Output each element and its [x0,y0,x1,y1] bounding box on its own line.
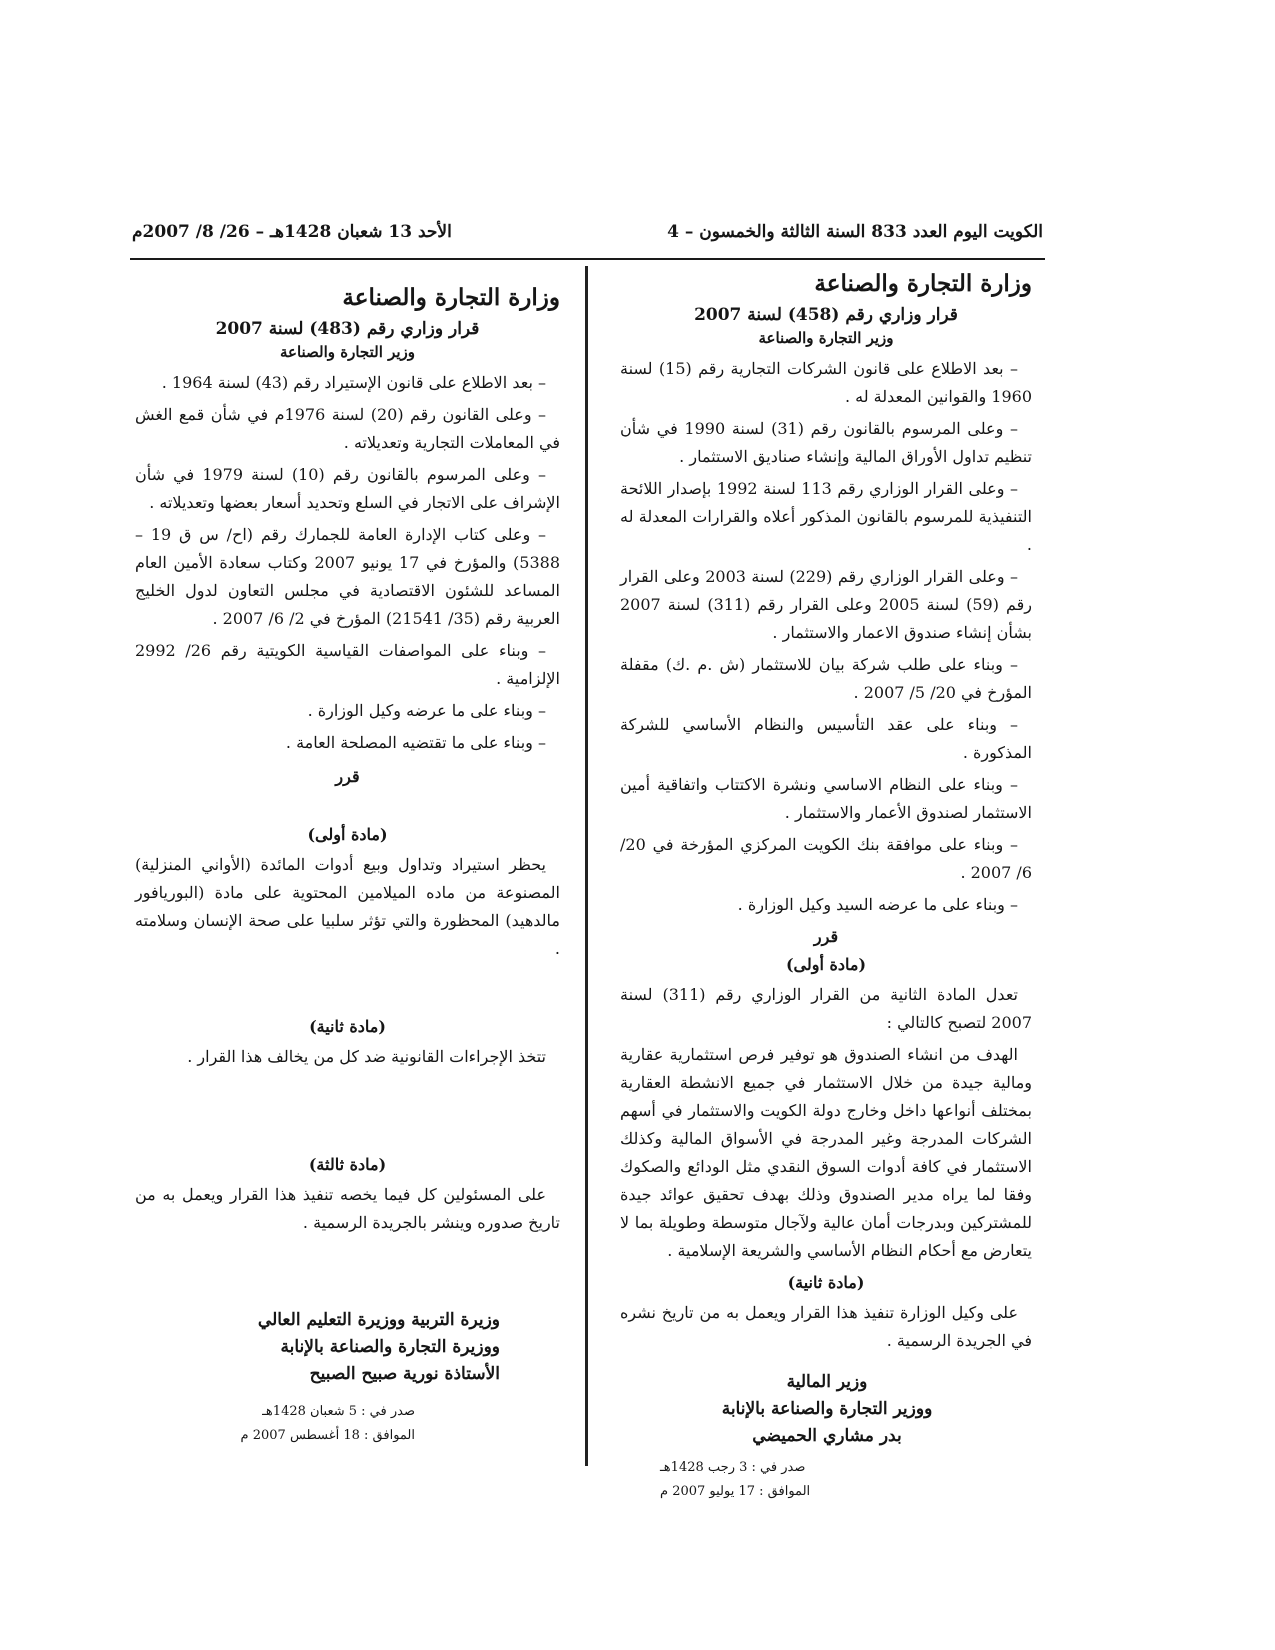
recital: – وعلى المرسوم بالقانون رقم (10) لسنة 1979 في شأن الإشراف على الاتجار في السلع وتحديد أسعار بعضها وتعديلاته . [135,465,560,512]
recital: – وبناء على المواصفات القياسية الكويتية رقم 26/ 2992 الإلزامية . [135,641,560,688]
signature-line: ووزير التجارة والصناعة بالإنابة [721,1399,933,1419]
issue-date-block [620,1456,860,1504]
recital: – وبناء على النظام الاساسي ونشرة الاكتتاب واتفاقية أمين الاستثمار لصندوق الأعمار والاستثمار . [620,775,1032,822]
recital: – وبناء على ما عرضه وكيل الوزارة . [307,701,546,720]
minister-title: وزير التجارة والصناعة [279,343,416,361]
decided-heading: قرر [813,927,839,946]
signature-line: وزيرة التربية ووزيرة التعليم العالي [257,1310,500,1330]
signature-name: الأستاذة نورية صبيح الصبيح [309,1364,500,1384]
signature-line: وزير المالية [786,1372,868,1392]
recital: – وبناء على ما عرضه السيد وكيل الوزارة . [737,895,1018,914]
issue-date-block [135,1400,415,1448]
minister-title: وزير التجارة والصناعة [758,329,894,347]
corresponding-date: الموافق : 17 يوليو 2007 م [660,1484,811,1499]
ministry-heading: وزارة التجارة والصناعة [814,270,1032,297]
header-rule [130,258,1045,260]
recital: – وعلى كتاب الإدارة العامة للجمارك رقم (اح/ س ق 19 – 5388) والمؤرخ في 17 يونيو 2007 وكتاب سعادة الأمين العام المساعد للشئون الاقتصادية في مجلس التعاون لدول الخليج العربية رقم (35/ 21541) المؤرخ في 2/ 6/ 2007 . [135,525,561,628]
decision-title: قرار وزاري رقم (483) لسنة 2007 [215,319,480,339]
signature-block [712,1369,942,1450]
recital: – وعلى القانون رقم (20) لسنة 1976م في شأن قمع الغش في المعاملات التجارية وتعديلاته . [135,405,560,452]
column-divider [585,266,588,1466]
recital: – وعلى القرار الوزاري رقم (229) لسنة 2003 وعلى القرار رقم (59) لسنة 2005 وعلى القرار رقم (311) لسنة 2007 بشأن إنشاء صندوق الاعمار والاستثمار . [620,567,1033,642]
corresponding-date: الموافق : 18 أغسطس 2007 م [240,1428,415,1443]
recital: – وبناء على عقد التأسيس والنظام الأساسي للشركة المذكورة . [620,715,1032,762]
header-issue-info: الكويت اليوم العدد 833 السنة الثالثة والخمسون – 4 [667,222,1043,242]
recital: – بعد الاطلاع على قانون الشركات التجارية رقم (15) لسنة 1960 والقوانين المعدلة له . [620,359,1032,406]
decision-483-column [135,282,560,1448]
decision-title: قرار وزاري رقم (458) لسنة 2007 [694,305,958,325]
signature-line: ووزيرة التجارة والصناعة بالإنابة [280,1337,500,1357]
article-2-body: تتخذ الإجراءات القانونية ضد كل من يخالف هذا القرار . [187,1047,546,1066]
decided-heading: قرر [335,767,360,786]
article-2-title: (مادة ثانية) [309,1017,386,1036]
article-1-title: (مادة أولى) [307,825,388,844]
signature-block [170,1307,500,1388]
issued-date: صدر في : 3 رجب 1428هـ [660,1460,806,1475]
article-3-title: (مادة ثالثة) [308,1155,387,1174]
recital: – وعلى المرسوم بالقانون رقم (31) لسنة 1990 في شأن تنظيم تداول الأوراق المالية وإنشاء صناديق الاستثمار . [620,419,1032,466]
article-1-body: يحظر استيراد وتداول وبيع أدوات المائدة (الأواني المنزلية) المصنوعة من ماده الميلامين المحتوية على مادة (البوريافور مالدهيد) المحظورة والتي تؤثر سلبيا على صحة الإنسان وسلامته . [135,855,560,958]
article-1-intro: تعدل المادة الثانية من القرار الوزاري رقم (311) لسنة 2007 لتصبح كالتالي : [620,985,1032,1032]
recital: – وبناء على ما تقتضيه المصلحة العامة . [285,733,546,752]
article-3-body: على المسئولين كل فيما يخصه تنفيذ هذا القرار ويعمل به من تاريخ صدوره وينشر بالجريدة الرسمية . [135,1185,560,1232]
article-2-body: على وكيل الوزارة تنفيذ هذا القرار ويعمل به من تاريخ نشره في الجريدة الرسمية . [620,1303,1032,1350]
recital: – وعلى القرار الوزاري رقم 113 لسنة 1992 بإصدار اللائحة التنفيذية للمرسوم بالقانون المذكور أعلاه والقرارات المعدلة له . [620,479,1032,554]
article-2-title: (مادة ثانية) [787,1273,865,1292]
issued-date: صدر في : 5 شعبان 1428هـ [262,1404,415,1419]
article-1-body: الهدف من انشاء الصندوق هو توفير فرص استثمارية عقارية ومالية جيدة من خلال الاستثمار في جميع الانشطة العقارية بمختلف أنواعها داخل وخارج دولة الكويت والاستثمار في أسهم الشركات المدرجة وغير المدرجة في الأسواق المالية وكذلك الاستثمار في كافة أدوات السوق النقدي مثل الودائع والصكوك وفقا لما يراه مدير الصندوق وذلك بهدف تحقيق عوائد جيدة للمشتركين وبدرجات أمان عالية ولآجال متوسطة وطويلة بما لا يتعارض مع أحكام النظام الأساسي والشريعة الإسلامية . [620,1045,1032,1260]
header-date: الأحد 13 شعبان 1428هـ – 26/ 8/ 2007م [132,222,452,242]
recital: – وبناء على موافقة بنك الكويت المركزي المؤرخة في 20/ 6/ 2007 . [620,835,1032,882]
article-1-title: (مادة أولى) [785,955,867,974]
ministry-heading: وزارة التجارة والصناعة [342,284,560,311]
signature-name: بدر مشاري الحميضي [752,1426,902,1446]
recital: – بعد الاطلاع على قانون الإستيراد رقم (43) لسنة 1964 . [161,373,546,392]
recital: – وبناء على طلب شركة بيان للاستثمار (ش .م .ك) مقفلة المؤرخ في 20/ 5/ 2007 . [620,655,1032,702]
decision-458-column [620,268,1032,1504]
